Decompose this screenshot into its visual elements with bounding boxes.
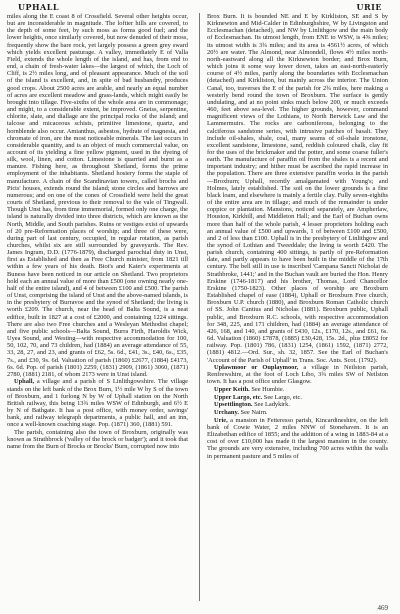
gazetteer-entry-upper-keith: Upper Keith. See Humbie. (214, 386, 285, 394)
page-number: 469 (377, 604, 388, 612)
entry-headword: Upper Largo, etc. (214, 393, 263, 401)
gazetteer-entry-urie: Urie, a mansion in Fetteresso parish, Kincardineshire, on the left bank of Cowie Water, 2 miles NNW of Stonehaven. It is an Elizabethan edifice of 1855; and the addition of a wing in 1883-84 at a cost of over £10,000 has made it the largest mansion in the county. The grounds are very extensive, including 700 acres within the walls in permanent pasture and 5 miles of (207, 416, 388, 460)
gazetteer-entry-uphall-parish: The parish, containing also the town of Broxburn, originally was known as Strathbrock ('valley of the brock or badger'); and it took that name from the Burn of Brocks or Brocks' Burn, corrupted now into (7, 429, 188, 451)
right-column (207, 13, 388, 601)
column-divider (199, 13, 200, 601)
entry-headword: Uphall, (14, 378, 35, 386)
entry-headword: Urie, (214, 416, 228, 424)
entry-headword: Urchany. (214, 409, 239, 417)
left-column (7, 13, 188, 601)
entry-headword: Upper Keith. (214, 386, 250, 394)
gazetteer-entry-urchany: Urchany. See Nairn. (214, 409, 268, 417)
gazetteer-entry-uplawmoor: Uplawmoor or Ouplaymoor, a village in Neilston parish, Renfrewshire, at the foot of Loch Libo, 3¾ miles SW of Neilston town. It has a post office under Glasgow. (207, 364, 388, 386)
running-head-left: UPHALL (18, 2, 60, 12)
running-head (0, 2, 400, 12)
gazetteer-entry-upsettlington: Upsettlington. See Ladykirk. (214, 401, 290, 409)
gazetteer-entry-uphall-continued: Brox Burn. It is bounded NE and E by Kirkliston, SE and S by Kirknewton and Mid-Calder in Edinburghshire, W by Livingston and Ecclesmachan (detached), and NW by Linlithgow and the main body of Ecclesmachan. Its utmost length, from ENE to WSW, is 4⅝ miles; its utmost width is 3¾ miles; and its area is 4561½ acres, of which 20½ are water. The Almond, near Almondell, flows 4½ miles north-north-eastward along all the Kirknewton border; and Brox Burn, which joins it some way lower down, takes an east-north-easterly course of 4½ miles, partly along the boundaries with Ecclesmachan (detached) and Kirkliston, but mainly across the interior. The Union Canal, too, traverses the E of the parish for 2¾ miles, here making a westerly bend round the town of Broxburn. The surface is gently undulating, and at no point sinks much below 200, or much exceeds 460, feet above sea-level. The higher grounds, however, command magnificent views of the Lothians, to North Berwick Law and the Lammermuirs. The rocks are carboniferous, belonging to the calciferous sandstone series, with intrusive patches of basalt. They include oil-shales, shale, coal, many seams of oil-shale ironstone, excellent sandstone, limestone, sand, reddish coloured chalk, clay fit for the uses of the brickmaker and the potter, and some coarse fuller's earth. The manufacture of paraffin oil from the shales is a recent and important industry; and hither must be ascribed the rapid increase in the population. There are three extensive paraffin works in the parish—Broxburn; Uphall, recently amalgamated with Young's; and Holmes, lately established. The soil on the lower grounds is a fine black loam, and elsewhere is mainly a fertile clay. Fully seven-eighths of the entire area are in tillage; and much of the remainder is under coppice or plantation. Mansions, noticed separately, are Ampherlaw, Houston, Kirkhill, and Middleton Hall; and the Earl of Buchan owns more than half of the whole parish, 4 lesser proprietors holding each an annual value of £500 and upwards, 1 of between £100 and £500, and 2 of less than £100. Uphall is in the presbytery of Linlithgow and the synod of Lothian and Tweeddale; the living is worth £420. The parish church, containing 400 sittings, is partly of pre-Reformation date, and partly appears to have been built in the middle of the 17th century. The bell still in use is inscribed 'Campana Sancti Nicholai de Strathbroke, 1441;' and in the Buchan vault are buried the Hon. Henry Erskine (1746-1817) and his brother, Thomas, Lord Chancellor Erskine (1750-1823). Other places of worship are Broxburn Established chapel of ease (1884), Uphall or Broxburn Free church, Broxburn U.P. church (1880), and Broxburn Roman Catholic church of SS. John Cantius and Nicholas (1881). Broxburn public, Uphall public, and Broxburn R.C. schools, with respective accommodation for 348, 225, and 171 children, had (1884) an average attendance of 426, 168, and 140, and grants of £430, 12s., £170, 12s., and £61, 6s. 6d. Valuation (1860) £7878, (1885) £30,428, 15s. 2d., plus £8052 for railway. Pop. (1801) 786, (1831) 1254, (1861) 1592, (1871) 2772, (1881) 4812.—Ord. Sur., sh. 32, 1857. See the Earl of Buchan's 'Account of the Parish of Uphall' in Trans. Soc. Ants. Scot. (1792). (207, 13, 388, 364)
gazetteer-entry-uphall: Uphall, a village and a parish of S Linlithgowshire. The village stands on the left bank of the Brox Burn, 1½ mile W by S of the town of Broxburn, and 1 furlong N by W of Uphall station on the North British railway, this being 13¾ miles WSW of Edinburgh, and 6½ E by N of Bathgate. It has a post office, with money order, savings' bank, and railway telegraph departments, a public hall, and an inn, once a well-known coaching stage. Pop. (1871) 360, (1881) 591. (7, 378, 188, 429)
entry-headword: Uplawmoor or Ouplaymoor, (214, 364, 299, 372)
running-head-right: URIE (356, 2, 382, 12)
gazetteer-entry-unst-continued: miles along the E coast 8 of Crossfield. Several other heights occur, but are inconsiderable in magnitude. The loftier hills are covered, to the depth of some feet, by such moss as forms good fuel; and the lower heights, once similarly covered, but now denuded of their moss, frequently show the bare rock, yet largely possess a green grey sward which yields excellent pasturage. A valley, immediately E of Valla Field, extends the whole length of the island, and has, from end to end, a chain of fresh-water lakes—the largest of which, the Loch of Cliff, is 2½ miles long, and of pleasant appearance. Much of the soil of the island is excellent, and, in spite of bad husbandry, produces good crops. About 2500 acres are arable, and nearly an equal number of acres are excellent meadow and grass-lands, which might easily be brought into tillage. Five-sixths of the whole area are in commonage; and might, to a considerable extent, be improved. Gneiss, serpentine, chlorite, slate, and diallage are the principal rocks of the island; and talcose and micaceous schists, primitive limestone, quartz, and hornblende also occur. Amianthus, asbestos, hydrate of magnesia, and chromate of iron, are the most noticeable minerals. The last occurs in considerable quantity, and is an object of much commercial value, on account of its yielding a fine yellow pigment, used in the dyeing of silk, wool, linen, and cotton. Limestone is quarried and burnt as a manure. Fishing here, as throughout Shetland, forms the prime employment of the inhabitants. Shetland hosiery forms the staple of manufacture. A chain of the Scandinavian towers, called brochs and Picts' houses, extends round the island; stone circles and barrows are numerous; and on one of the cones of Crossfield were held the great courts of Shetland, previous to their removal to the vale of Tingwall. Though Unst has, from time immemorial, formed only one charge, the island is naturally divided into three districts, which are known as the North, Middle, and South parishes. Ruins or vestiges exist of upwards of 20 pre-Reformation places of worship; and three of these were, during part of last century, occupied, in regular rotation, as parish churches, whilst six are still surrounded by graveyards. The Rev. James Ingram, D.D. (1776-1879), discharged parochial duty in Unst, first as Established and then as Free Church minister, from 1821 till within a few years of his death. Biot's and Kater's experiments at Buness have been noticed in our article on Shetland. Two proprietors hold each an annual value of more than £500 (one owning nearly one-half of the entire island), and 4 of between £100 and £500. The parish of Unst, comprising the island of Unst and the above-named islands, is in the presbytery of Burravoe and the synod of Shetland; the living is worth £209. The church, near the head of Balta Sound, is a neat edifice, built in 1827 at a cost of £2000, and containing 1224 sittings. There are also two Free churches and a Wesleyan Methodist chapel; and five public schools—Balta Sound, Burra Firth, Haroldis Wick, Uyea Sound, and Westing—with respective accommodation for 100, 50, 102, 70, and 73 children, had (1884) an average attendance of 55, 33, 28, 27, and 23, and grants of £62, 5s. 6d., £41, 3s., £40, 6s., £35, 7s., and £30, 9s. 6d. Valuation of parish (1860) £2677, (1884) £4173, 6s. 6d. Pop. of parish (1801) 2259, (1831) 2909, (1861) 3060, (1871) 2780, (1881) 2181, of whom 2173 were in Unst island. (7, 13, 188, 378)
entry-headword: Upsettlington. (214, 401, 253, 409)
gazetteer-entry-upper-largo: Upper Largo, etc. See Largo, etc. (214, 393, 302, 401)
